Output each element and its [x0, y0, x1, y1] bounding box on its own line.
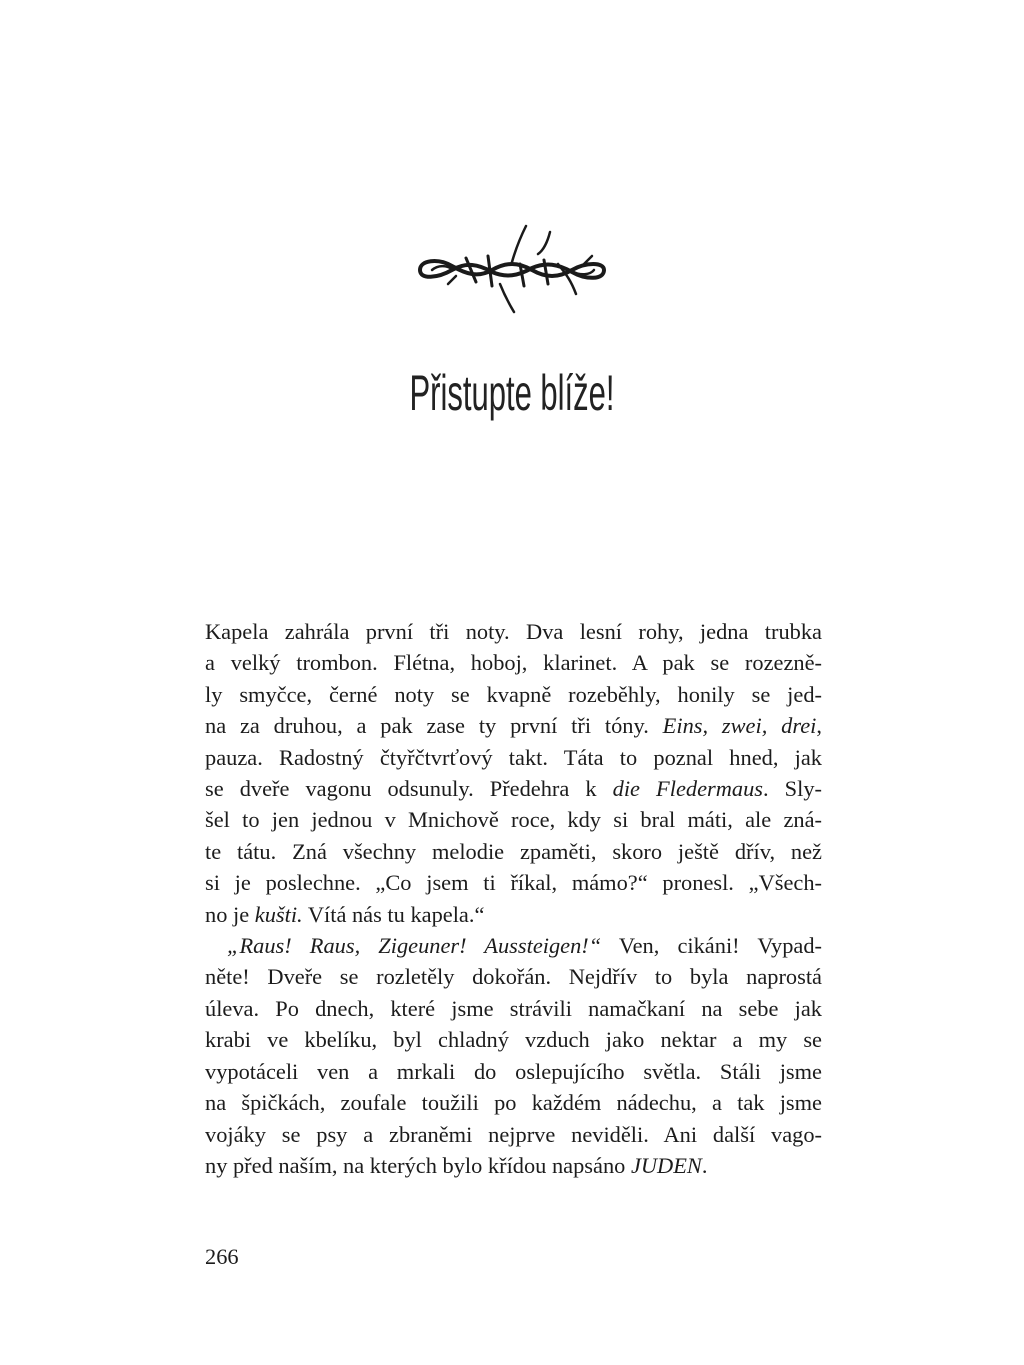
text-line — [205, 710, 822, 741]
italic-text: Eins, zwei, drei — [662, 713, 817, 739]
text-line: něte! Dveře se rozletěly dokořán. Nejdřív to byla naprostá — [205, 964, 822, 990]
text-line — [205, 930, 822, 961]
text-line: úleva. Po dnech, které jsme strávili namačkaní na sebe jak — [205, 995, 822, 1021]
text-line: Kapela zahrála první tři noty. Dva lesní rohy, jedna trubka — [205, 619, 822, 644]
text-run: no je — [205, 901, 255, 927]
text-run: , — [816, 713, 822, 739]
text-run: Ven, cikáni! Vypad- — [601, 933, 822, 959]
text-run: . — [701, 1152, 708, 1178]
page-number: 266 — [205, 1244, 239, 1269]
text-run: . Sly- — [763, 776, 822, 802]
text-line: krabi ve kbelíku, byl chladný vzduch jako nektar a my se — [205, 1027, 822, 1053]
barbed-wire-icon — [408, 224, 616, 316]
italic-text: „Raus! Raus, Zigeuner! Aussteigen!“ — [227, 933, 602, 959]
text-run: ny před naším, na kterých bylo křídou napsáno — [205, 1152, 631, 1178]
text-line: šel to jen jednou v Mnichově roce, kdy si bral máti, ale zná- — [205, 807, 822, 833]
text-line: na špičkách, zoufale toužili po každém nádechu, a tak jsme — [205, 1090, 822, 1116]
text-line — [205, 899, 822, 930]
text-line: a velký trombon. Flétna, hoboj, klarinet. A pak se rozezně- — [205, 650, 822, 676]
text-line — [205, 1150, 822, 1181]
chapter-title: Přistupte blíže! — [409, 365, 615, 421]
text-run: na za druhou, a pak zase ty první tři tóny. — [205, 713, 663, 739]
italic-text: JUDEN — [630, 1152, 702, 1178]
text-line: vojáky se psy a zbraněmi nejprve neviděli. Ani další vago- — [205, 1121, 822, 1147]
body-text — [205, 616, 822, 1181]
text-line: si je poslechne. „Co jsem ti říkal, mámo?“ pronesl. „Všech- — [205, 870, 822, 896]
text-line: vypotáceli ven a mrkali do oslepujícího světla. Stáli jsme — [205, 1058, 822, 1084]
text-line — [205, 773, 822, 804]
text-line: ly smyčce, černé noty se kvapně rozeběhly, honily se jed- — [205, 681, 822, 707]
text-run: Vítá nás tu kapela.“ — [302, 901, 485, 927]
text-line: te tátu. Zná všechny melodie zpaměti, skoro ještě dřív, než — [205, 838, 822, 864]
text-line: pauza. Radostný čtyřčtvrťový takt. Táta to poznal hned, jak — [205, 744, 822, 770]
text-run: se dveře vagonu odsunuly. Předehra k — [205, 776, 613, 802]
italic-text: die Fledermaus — [612, 776, 764, 802]
italic-text: kušti. — [254, 901, 303, 927]
